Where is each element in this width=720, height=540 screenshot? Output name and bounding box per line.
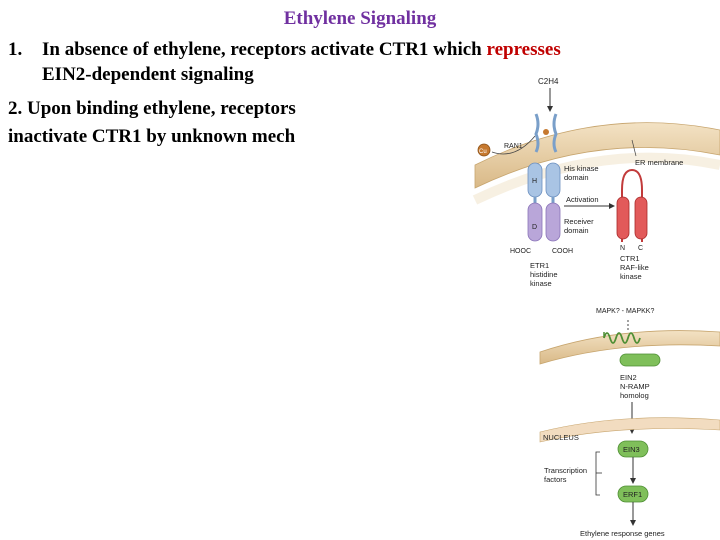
- copper-dot: [543, 129, 549, 135]
- ctr1-label-line-2: RAF-like: [620, 263, 649, 272]
- ctr1-c-label: C: [638, 245, 644, 252]
- point-1-highlight: represses: [486, 39, 561, 60]
- etr1-label-line-3: kinase: [530, 279, 552, 288]
- etr1-label-line-1: ETR1: [530, 261, 550, 270]
- receiver-label-line-2: domain: [564, 226, 589, 235]
- point-1-continuation: EIN2-dependent signaling: [42, 64, 254, 85]
- etr1-tm-right: [554, 114, 556, 152]
- point-1-text: In absence of ethylene, receptors activate CTR1 which: [42, 39, 487, 60]
- point-2-line-2: inactivate CTR1 by unknown mech: [8, 126, 296, 147]
- ein2-label-line-3: homolog: [620, 391, 649, 400]
- response-genes-label: Ethylene response genes: [580, 529, 665, 538]
- ethylene-pathway-diagram: [470, 70, 720, 540]
- ein2-label-line-1: EIN2: [620, 373, 637, 382]
- transcription-factors-line-1: Transcription: [544, 466, 588, 475]
- point-1-number: 1.: [8, 39, 23, 60]
- ctr1-n-label: N: [620, 245, 626, 252]
- ethylene-arrowhead: [547, 106, 553, 112]
- ein3-label: EIN3: [623, 445, 640, 454]
- activation-arrowhead: [609, 203, 615, 209]
- ein2-label-line-2: N-RAMP: [620, 382, 650, 391]
- his-kinase-label-line-2: domain: [564, 173, 589, 182]
- his-kinase-label-line-1: His kinase: [564, 164, 599, 173]
- mapk-label: MAPK? - MAPKK?: [596, 308, 655, 315]
- ctr1-domain-right: [635, 197, 647, 239]
- copper-label: Cu: [479, 149, 487, 155]
- nucleus-label: NUCLEUS: [543, 433, 579, 442]
- er-membrane-label: ER membrane: [635, 158, 684, 167]
- receiver-label-line-1: Receiver: [564, 217, 594, 226]
- ethylene-label: C2H4: [538, 77, 559, 86]
- transcription-bracket: [596, 452, 600, 495]
- receiver-d-label: D: [532, 224, 538, 231]
- erf1-arrowhead: [630, 520, 636, 526]
- etr1-his-kinase-right: [546, 163, 560, 197]
- activation-label: Activation: [566, 195, 599, 204]
- his-kinase-h-label: H: [532, 178, 538, 185]
- slide-title: Ethylene Signaling: [283, 8, 437, 29]
- ctr1-label-line-3: kinase: [620, 272, 642, 281]
- etr1-receiver-right: [546, 203, 560, 241]
- etr1-receiver-left: [528, 203, 542, 241]
- ein3-arrowhead: [630, 478, 636, 484]
- ein2-c-terminal: [620, 354, 660, 366]
- erf1-label: ERF1: [623, 490, 643, 499]
- point-2-line-1: 2. Upon binding ethylene, receptors: [8, 98, 296, 119]
- ran1-label: RAN1: [504, 143, 523, 150]
- cooh-label: COOH: [552, 248, 573, 255]
- etr1-tm-left: [536, 114, 538, 152]
- hooc-label: HOOC: [510, 248, 531, 255]
- ctr1-domain-left: [617, 197, 629, 239]
- ctr1-label-line-1: CTR1: [620, 254, 640, 263]
- point-2: [8, 95, 428, 151]
- etr1-label-line-2: histidine: [530, 270, 558, 279]
- transcription-factors-line-2: factors: [544, 475, 567, 484]
